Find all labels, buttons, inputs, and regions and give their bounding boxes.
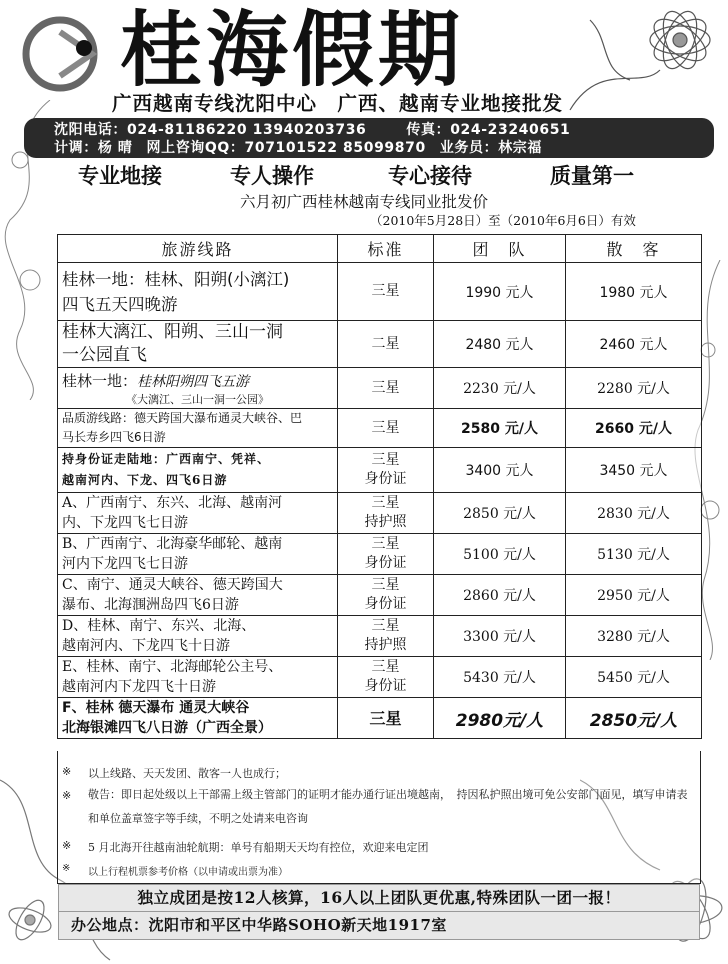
slogan-3: 专心接待 bbox=[388, 163, 472, 188]
fax-label: 传真： bbox=[406, 122, 451, 138]
route-line: 桂林一地： bbox=[62, 371, 138, 390]
route-cell bbox=[58, 575, 338, 616]
qq-label: 网上咨询QQ： bbox=[146, 140, 245, 156]
slogan-1: 专业地接 bbox=[78, 163, 162, 188]
table-row bbox=[58, 448, 702, 493]
company-logo bbox=[22, 14, 118, 94]
note-text: 敬告：即日起处级以上干部需上级主管部门的证明才能办通行证出境越南， 持因私护照出境可免公安部门面见，填写申请表和单位盖章签字等手续，不明之处请来电咨询 bbox=[88, 788, 688, 825]
route-cell bbox=[58, 448, 338, 493]
table-row bbox=[58, 698, 702, 739]
route-cell bbox=[58, 409, 338, 448]
individual-price: 3280 元/人 bbox=[566, 616, 702, 657]
standard-line: 持护照 bbox=[364, 637, 407, 653]
validity-period: （2010年5月28日）至（2010年6月6日）有效 bbox=[370, 213, 636, 228]
group-price: 2480 元人 bbox=[434, 321, 566, 368]
slogans bbox=[72, 160, 692, 190]
table-row bbox=[58, 368, 702, 409]
note-text: 以上行程机票参考价格（以申请或出票为准） bbox=[88, 867, 288, 878]
route-line: 北海银滩四飞八日游（广西全景） bbox=[62, 720, 272, 736]
route-line: 河内下龙四飞七日游 bbox=[62, 556, 188, 572]
group-policy-banner: 独立成团是按12人核算，16人以上团队更优惠,特殊团队一团一报！ bbox=[58, 884, 700, 912]
route-line: D、桂林、南宁、东兴、北海、 bbox=[62, 618, 256, 634]
note-mark: ※ bbox=[62, 765, 72, 778]
standard-line: 三星 bbox=[371, 659, 400, 675]
standard-cell bbox=[338, 657, 434, 698]
route-line: 四飞五天四晚游 bbox=[62, 294, 178, 314]
route-line: E、桂林、南宁、北海邮轮公主号、 bbox=[62, 659, 283, 675]
route-line: 一公园直飞 bbox=[62, 345, 147, 365]
route-cell bbox=[58, 616, 338, 657]
route-cell bbox=[58, 321, 338, 368]
contact-bar bbox=[24, 118, 714, 158]
table-header-row bbox=[58, 235, 702, 263]
individual-price: 5130 元/人 bbox=[566, 534, 702, 575]
group-price: 5430 元/人 bbox=[434, 657, 566, 698]
route-cell bbox=[58, 698, 338, 739]
group-price: 2980元/人 bbox=[434, 698, 566, 739]
standard-cell bbox=[338, 448, 434, 493]
table-row bbox=[58, 575, 702, 616]
individual-price: 2460 元人 bbox=[566, 321, 702, 368]
route-line: 瀑布、北海涠洲岛四飞6日游 bbox=[62, 597, 239, 613]
standard-line: 身份证 bbox=[364, 596, 407, 612]
header-standard: 标准 bbox=[338, 235, 434, 263]
individual-price: 3450 元人 bbox=[566, 448, 702, 493]
phone-label: 沈阳电话： bbox=[54, 122, 127, 138]
sales-value: 林宗福 bbox=[498, 140, 543, 156]
standard-cell: 三星 bbox=[338, 368, 434, 409]
phone-value: 024-81186220 13940203736 bbox=[127, 122, 367, 138]
group-price: 3300 元/人 bbox=[434, 616, 566, 657]
header-group: 团 队 bbox=[434, 235, 566, 263]
route-line: 越南河内、下龙、四飞6日游 bbox=[62, 473, 228, 487]
note-mark: ※ bbox=[62, 863, 71, 874]
standard-line: 持护照 bbox=[364, 514, 407, 530]
standard-line: 三星 bbox=[371, 618, 400, 634]
fax-value: 024-23240651 bbox=[450, 122, 571, 138]
note-item bbox=[62, 839, 429, 854]
route-line: 越南河内下龙四飞十日游 bbox=[62, 679, 216, 695]
group-price: 2850 元/人 bbox=[434, 493, 566, 534]
individual-price: 2660 元/人 bbox=[566, 409, 702, 448]
standard-line: 身份证 bbox=[364, 678, 407, 694]
route-line: 《大漓江、三山一洞一公园》 bbox=[126, 392, 269, 406]
table-row bbox=[58, 321, 702, 368]
group-price: 2860 元/人 bbox=[434, 575, 566, 616]
price-subheading: 六月初广西桂林越南专线同业批发价 bbox=[239, 193, 488, 211]
note-mark: ※ bbox=[62, 839, 72, 852]
slogan-2: 专人操作 bbox=[230, 163, 314, 188]
note-mark: ※ bbox=[62, 789, 72, 802]
individual-price: 5450 元/人 bbox=[566, 657, 702, 698]
standard-cell: 二星 bbox=[338, 321, 434, 368]
subtitle: 广西越南专线沈阳中心 广西、越南专业地接批发 bbox=[112, 92, 564, 115]
standard-cell bbox=[338, 616, 434, 657]
qq-value: 707101522 85099870 bbox=[244, 140, 426, 156]
note-item bbox=[62, 863, 288, 878]
notes-box bbox=[57, 751, 701, 884]
route-line: 桂林阳朔四飞五游 bbox=[137, 373, 250, 390]
individual-price: 2830 元/人 bbox=[566, 493, 702, 534]
group-price: 2580 元/人 bbox=[434, 409, 566, 448]
slogan-4: 质量第一 bbox=[550, 163, 634, 188]
note-text: 5 月北海开往越南油轮航期：单号有船期天天均有控位，欢迎来电定团 bbox=[88, 841, 429, 854]
standard-line: 三星 bbox=[371, 577, 400, 593]
standard-cell bbox=[338, 534, 434, 575]
header-individual: 散 客 bbox=[566, 235, 702, 263]
group-price: 3400 元人 bbox=[434, 448, 566, 493]
note-item bbox=[62, 788, 688, 825]
table-row bbox=[58, 493, 702, 534]
note-item bbox=[62, 765, 286, 780]
route-line: 桂林一地：桂林、阳朔(小漓江) bbox=[62, 269, 290, 289]
route-cell bbox=[58, 263, 338, 321]
route-cell bbox=[58, 368, 338, 409]
route-line: A、广西南宁、东兴、北海、越南河 bbox=[62, 495, 283, 511]
standard-cell bbox=[338, 493, 434, 534]
table-row bbox=[58, 657, 702, 698]
route-cell bbox=[58, 493, 338, 534]
route-line: 桂林大漓江、阳朔、三山一洞 bbox=[62, 322, 283, 342]
group-price: 1990 元人 bbox=[434, 263, 566, 321]
individual-price: 2280 元/人 bbox=[566, 368, 702, 409]
route-line: 持身份证走陆地：广西南宁、凭祥、 bbox=[62, 452, 271, 466]
price-table bbox=[57, 234, 702, 739]
manager-label: 计调： bbox=[54, 140, 98, 156]
manager-value: 杨 晴 bbox=[97, 140, 133, 156]
route-line: 品质游线路：德天跨国大瀑布通灵大峡谷、巴 bbox=[62, 411, 303, 425]
route-line: 马长寿乡四飞6日游 bbox=[62, 430, 166, 444]
group-price: 2230 元/人 bbox=[434, 368, 566, 409]
standard-line: 三星 bbox=[371, 536, 400, 552]
individual-price: 2850元/人 bbox=[566, 698, 702, 739]
standard-line: 身份证 bbox=[364, 555, 407, 571]
individual-price: 1980 元人 bbox=[566, 263, 702, 321]
standard-cell: 三星 bbox=[338, 263, 434, 321]
standard-cell: 三星 bbox=[338, 409, 434, 448]
sales-label: 业务员： bbox=[439, 140, 499, 156]
address-label: 办公地点： bbox=[71, 916, 149, 934]
table-row bbox=[58, 534, 702, 575]
header-route: 旅游线路 bbox=[58, 235, 338, 263]
group-price: 5100 元/人 bbox=[434, 534, 566, 575]
standard-line: 三星 bbox=[371, 452, 400, 468]
brand-title: 桂海假期 bbox=[120, 2, 465, 98]
standard-line: 身份证 bbox=[364, 471, 407, 487]
route-line: B、广西南宁、北海豪华邮轮、越南 bbox=[62, 536, 283, 552]
office-address bbox=[58, 912, 700, 940]
standard-line: 三星 bbox=[371, 495, 400, 511]
route-cell bbox=[58, 657, 338, 698]
address-value: 沈阳市和平区中华路SOHO新天地1917室 bbox=[148, 916, 447, 934]
route-line: 越南河内、下龙四飞十日游 bbox=[62, 638, 230, 654]
note-text: 以上线路、天天发团、散客一人也成行； bbox=[88, 767, 286, 780]
route-line: F、桂林 德天瀑布 通灵大峡谷 bbox=[62, 700, 250, 716]
standard-cell bbox=[338, 575, 434, 616]
standard-cell: 三星 bbox=[338, 698, 434, 739]
table-row bbox=[58, 263, 702, 321]
individual-price: 2950 元/人 bbox=[566, 575, 702, 616]
table-row bbox=[58, 616, 702, 657]
route-line: C、南宁、通灵大峡谷、德天跨国大 bbox=[62, 577, 283, 593]
table-row bbox=[58, 409, 702, 448]
route-cell bbox=[58, 534, 338, 575]
route-line: 内、下龙四飞七日游 bbox=[62, 515, 188, 531]
